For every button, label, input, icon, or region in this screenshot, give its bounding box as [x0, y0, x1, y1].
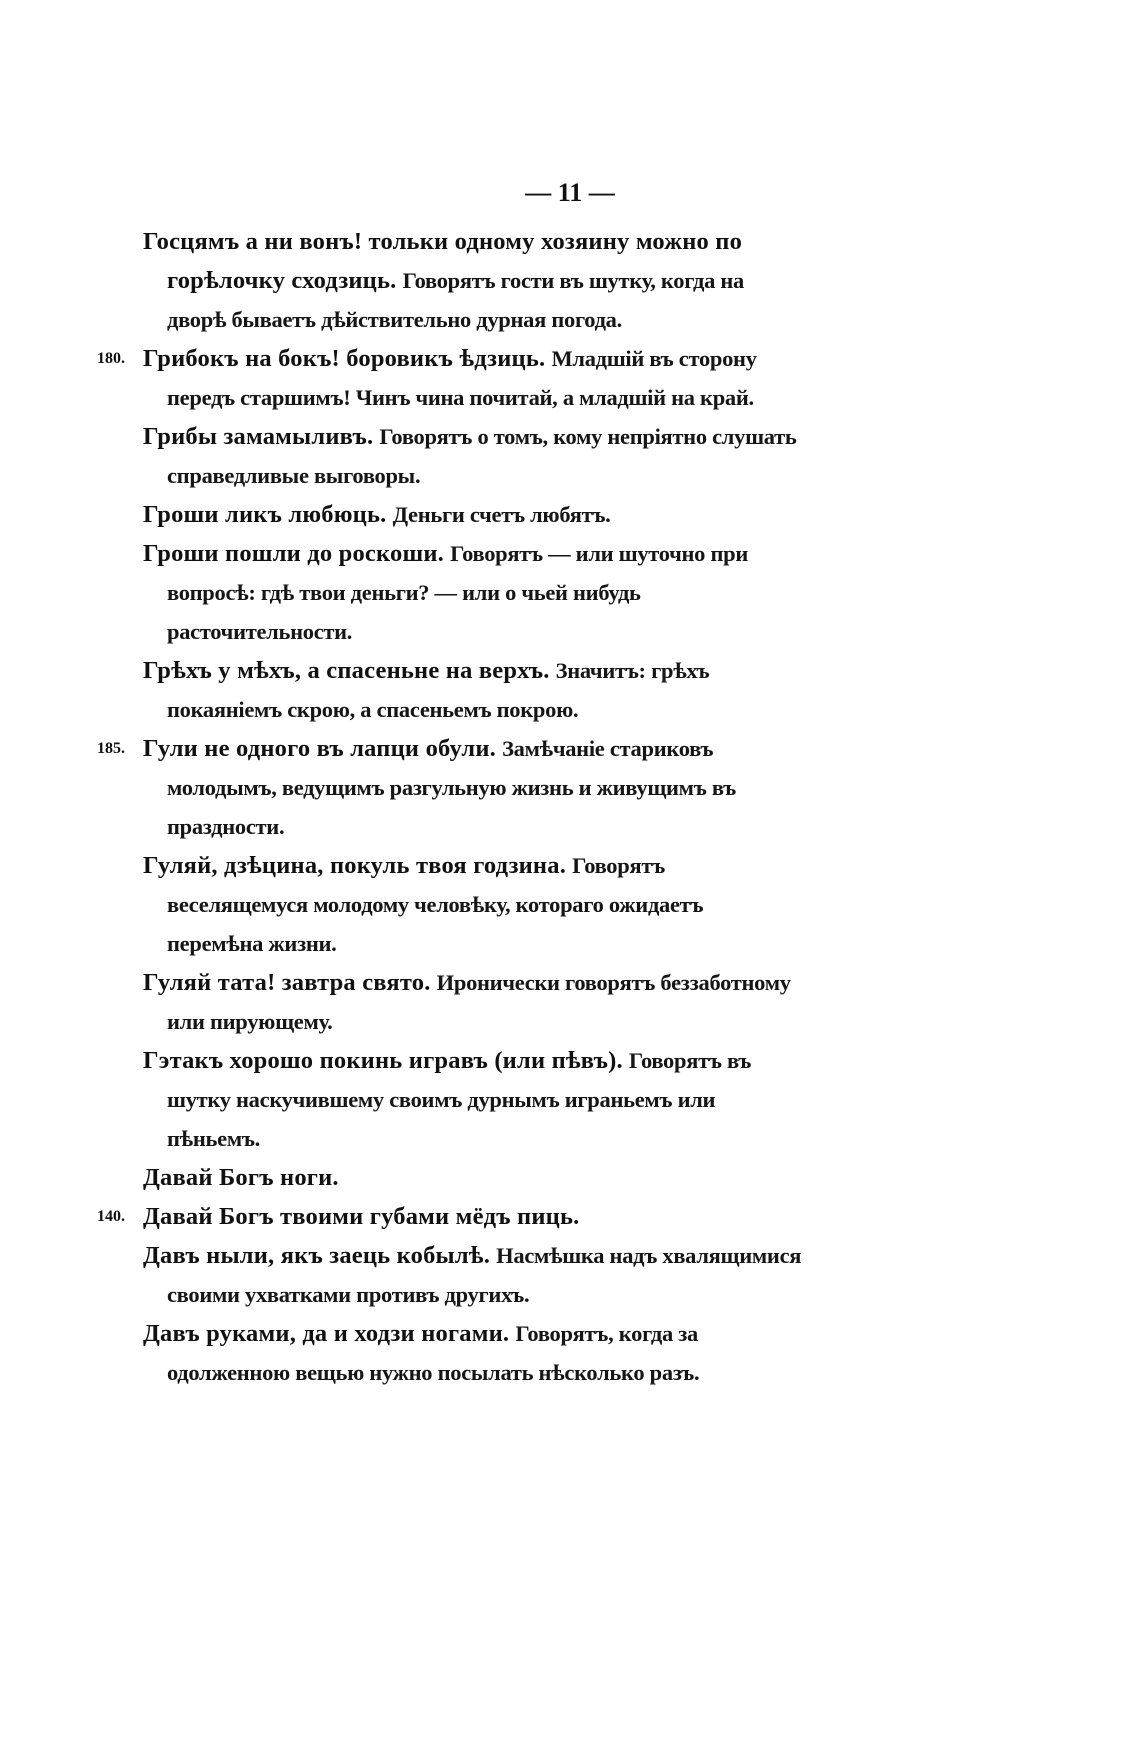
proverb-entry: [143, 1158, 803, 1197]
proverb-text: Госцямъ а ни вонъ! тольки одному хозяину можно по горѣлочку сходзиць.: [143, 228, 743, 294]
proverb-comment: Деньги счетъ любятъ.: [392, 502, 611, 527]
proverb-entry: [143, 534, 803, 651]
proverb-text: Давъ ныли, якъ заець кобылѣ.: [143, 1242, 491, 1269]
proverb-entry: [143, 651, 803, 729]
page-number: — 11 —: [525, 178, 615, 207]
entry-number: 180.: [97, 350, 125, 367]
proverb-text: Гэтакъ хорошо покинь игравъ (или пѣвъ).: [143, 1047, 623, 1074]
proverb-text: Гуляй тата! завтра свято.: [143, 969, 431, 996]
proverb-text: Гули не одного въ лапци обули.: [143, 735, 496, 762]
proverb-comment: Говорятъ, когда за одолженною вещью нужно посылать нѣсколько разъ.: [167, 1321, 700, 1385]
proverb-text: Грѣхъ у мѣхъ, а спасеньне на верхъ.: [143, 657, 550, 684]
proverb-comment: Говорятъ въ шутку наскучившему своимъ дурнымъ играньемъ или пѣньемъ.: [167, 1048, 752, 1151]
entry-number: 140.: [97, 1208, 125, 1225]
proverb-entry: [143, 1041, 803, 1158]
proverb-text: Давъ руками, да и ходзи ногами.: [143, 1320, 510, 1347]
proverb-comment: Насмѣшка надъ хвалящимися своими ухватками противъ другихъ.: [167, 1243, 802, 1307]
proverb-comment: Иронически говорятъ беззаботному или пирующему.: [167, 970, 791, 1034]
proverb-text: Давай Богъ твоими губами мёдъ пиць.: [143, 1203, 580, 1230]
proverb-entry: [143, 1314, 803, 1392]
proverb-entry: [143, 963, 803, 1041]
proverb-list: [97, 222, 803, 1392]
proverb-entry: [97, 1197, 803, 1236]
proverb-text: Гуляй, дзѣцина, покуль твоя годзина.: [143, 852, 567, 879]
proverb-comment: Значитъ: грѣхъ покаяніемъ скрою, а спасеньемъ покрою.: [167, 658, 710, 722]
entry-number: 185.: [97, 740, 125, 757]
proverb-entry: [143, 1236, 803, 1314]
proverb-entry: [97, 729, 803, 846]
proverb-text: Грибы замамыливъ.: [143, 423, 374, 450]
proverb-comment: Говорятъ — или шуточно при вопросѣ: гдѣ твои деньги? — или о чьей нибудь расточительности.: [167, 541, 748, 644]
proverb-comment: Говорятъ веселящемуся молодому человѣку, котораго ожидаетъ перемѣна жизни.: [167, 853, 704, 956]
proverb-text: Грибокъ на бокъ! боровикъ ѣдзиць.: [143, 345, 546, 372]
proverb-entry: [143, 417, 803, 495]
proverb-text: Гроши пошли до роскоши.: [143, 540, 444, 567]
proverb-entry: [143, 846, 803, 963]
proverb-entry: [97, 339, 803, 417]
proverb-comment: Говорятъ гости въ шутку, когда на дворѣ бываетъ дѣйствительно дурная погода.: [167, 268, 745, 332]
proverb-text: Давай Богъ ноги.: [143, 1164, 339, 1191]
proverb-comment: Замѣчаніе стариковъ молодымъ, ведущимъ разгульную жизнь и живущимъ въ праздности.: [167, 736, 736, 839]
proverb-comment: Младшій въ сторону передъ старшимъ! Чинъ чина почитай, а младшій на край.: [167, 346, 757, 410]
proverb-text: Гроши ликъ любюць.: [143, 501, 387, 528]
proverb-entry: [143, 495, 803, 534]
proverb-comment: Говорятъ о томъ, кому непріятно слушать справедливые выговоры.: [167, 424, 797, 488]
proverb-entry: [143, 222, 803, 339]
